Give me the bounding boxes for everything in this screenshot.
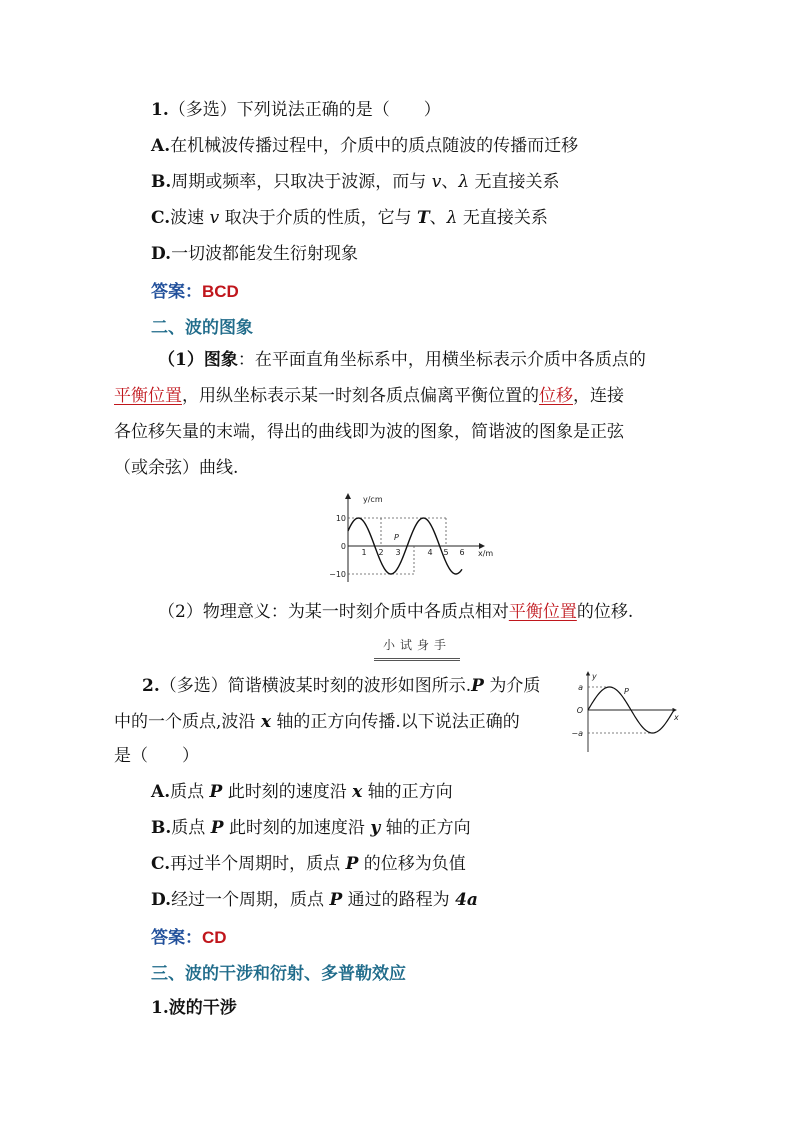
q1-answer — [151, 280, 239, 304]
symbol-v: v — [209, 208, 220, 228]
option-text: 通过的路程为 — [342, 890, 456, 910]
option-text: 无直接关系 — [457, 208, 548, 228]
symbol-t: T — [416, 208, 430, 228]
answer-value-4a: 4a — [455, 890, 478, 910]
option-letter: A. — [151, 782, 171, 802]
option-text: 此时刻的速度沿 — [222, 782, 353, 802]
paragraph-text: ：在平面直角坐标系中，用横坐标表示介质中各质点的 — [237, 350, 646, 370]
y-tick-label: a — [578, 683, 583, 692]
paragraph-text: （2）物理意义：为某一时刻介质中各质点相对 — [158, 602, 509, 622]
symbol-lambda: λ — [458, 172, 470, 192]
option-letter: D. — [151, 890, 172, 910]
option-text: 经过一个周期，质点 — [171, 890, 330, 910]
separator: 、 — [441, 172, 459, 192]
symbol-p: P — [210, 818, 224, 838]
point-p-label: P — [624, 687, 629, 696]
q2-text: 中的一个质点,波沿 — [114, 712, 261, 732]
separator: 、 — [429, 208, 447, 228]
option-text: 一切波都能发生衍射现象 — [171, 244, 359, 264]
q2-option-a — [151, 780, 453, 804]
practice-banner: 小试身手 — [374, 636, 460, 661]
symbol-v: v — [431, 172, 442, 192]
y-tick-label: −a — [571, 729, 583, 738]
x-tick-label: 2 — [378, 548, 384, 557]
symbol-p: P — [329, 890, 343, 910]
q1-option-a — [151, 134, 578, 158]
section3-subheading: 1.波的干涉 — [151, 998, 237, 1018]
option-text: 波速 — [170, 208, 210, 228]
paragraph-text: 的位移. — [576, 602, 634, 622]
option-text: 再过半个周期时，质点 — [170, 854, 346, 874]
y-tick-label: 0 — [340, 542, 346, 551]
y-axis-label: y — [592, 672, 597, 681]
paragraph-text: ，用纵坐标表示某一时刻各质点偏离平衡位置的 — [182, 386, 539, 406]
answer-label: 答案： — [151, 928, 202, 948]
underlined-term: 平衡位置 — [114, 386, 182, 406]
q2-option-c — [151, 852, 466, 876]
option-text: 轴的正方向 — [380, 818, 471, 838]
q1-option-c — [151, 206, 548, 230]
x-tick-label: 5 — [443, 548, 449, 557]
symbol-p: P — [471, 676, 484, 696]
option-text: 质点 — [170, 782, 210, 802]
symbol-lambda: λ — [446, 208, 458, 228]
q2-option-d — [151, 888, 478, 912]
q2-answer — [151, 926, 227, 950]
section2-heading: 二、波的图象 — [151, 318, 253, 338]
q2-option-b — [151, 816, 471, 840]
option-text: 周期或频率，只取决于波源，而与 — [171, 172, 432, 192]
option-letter: B. — [151, 172, 172, 192]
q2-number: 2. — [142, 676, 160, 696]
y-axis-label: y/cm — [363, 495, 383, 504]
x-axis-label: x — [674, 713, 679, 722]
option-text: 质点 — [171, 818, 211, 838]
underlined-term: 位移 — [539, 386, 573, 406]
section2-p1-line4: （或余弦）曲线. — [114, 458, 239, 478]
symbol-p: P — [209, 782, 223, 802]
option-text: 此时刻的加速度沿 — [223, 818, 371, 838]
q1-option-d — [151, 242, 358, 266]
option-text: 的位移为负值 — [358, 854, 466, 874]
option-letter: C. — [151, 208, 171, 228]
q2-stem-line1 — [142, 674, 540, 698]
symbol-p: P — [345, 854, 359, 874]
section2-p1-line3: 各位移矢量的末端，得出的曲线即为波的图象，简谐波的图象是正弦 — [114, 422, 624, 442]
x-tick-label: 6 — [459, 548, 465, 557]
option-letter: C. — [151, 854, 171, 874]
option-letter: B. — [151, 818, 172, 838]
section2-p1-line2 — [114, 384, 624, 408]
wave-graph-figure — [329, 490, 496, 586]
y-tick-label: 10 — [335, 514, 346, 523]
y-tick-label: −10 — [329, 570, 346, 579]
section3-heading: 三、波的干涉和衍射、多普勒效应 — [151, 964, 406, 984]
wave-graph-small-figure — [568, 668, 684, 754]
answer-label: 答案： — [151, 282, 202, 302]
x-axis-label: x/m — [478, 549, 494, 558]
q1-number: 1. — [151, 100, 169, 120]
q1-stem-text: （多选）下列说法正确的是（ ） — [168, 100, 441, 120]
paragraph-text: ，连接 — [573, 386, 624, 406]
x-tick-label: 1 — [361, 548, 367, 557]
answer-value: BCD — [202, 282, 239, 301]
point-p-label: P — [394, 533, 399, 542]
q1-option-b — [151, 170, 560, 194]
option-text: 轴的正方向 — [362, 782, 453, 802]
underlined-term: 平衡位置 — [508, 602, 577, 622]
section2-p1-line1 — [158, 348, 646, 372]
option-letter: D. — [151, 244, 172, 264]
y-tick-label: O — [576, 706, 583, 715]
option-text: 取决于介质的性质，它与 — [219, 208, 417, 228]
x-tick-label: 3 — [395, 548, 401, 557]
q1-stem — [151, 98, 441, 122]
paragraph-lead: （1）图象 — [158, 350, 238, 370]
q2-text: 为介质 — [483, 676, 541, 696]
option-letter: A. — [151, 136, 171, 156]
option-text: 在机械波传播过程中，介质中的质点随波的传播而迁移 — [170, 136, 579, 156]
symbol-x: x — [260, 712, 271, 732]
answer-value: CD — [202, 928, 227, 947]
section2-p2 — [158, 600, 633, 624]
q2-stem-line2 — [114, 710, 520, 734]
option-text: 无直接关系 — [469, 172, 560, 192]
symbol-x: x — [352, 782, 363, 802]
q2-text: 轴的正方向传播.以下说法正确的 — [270, 712, 520, 732]
q2-stem-line3: 是（ ） — [114, 746, 199, 766]
q2-text: （多选）简谐横波某时刻的波形如图所示. — [159, 676, 472, 696]
symbol-y: y — [370, 818, 381, 838]
x-tick-label: 4 — [427, 548, 433, 557]
